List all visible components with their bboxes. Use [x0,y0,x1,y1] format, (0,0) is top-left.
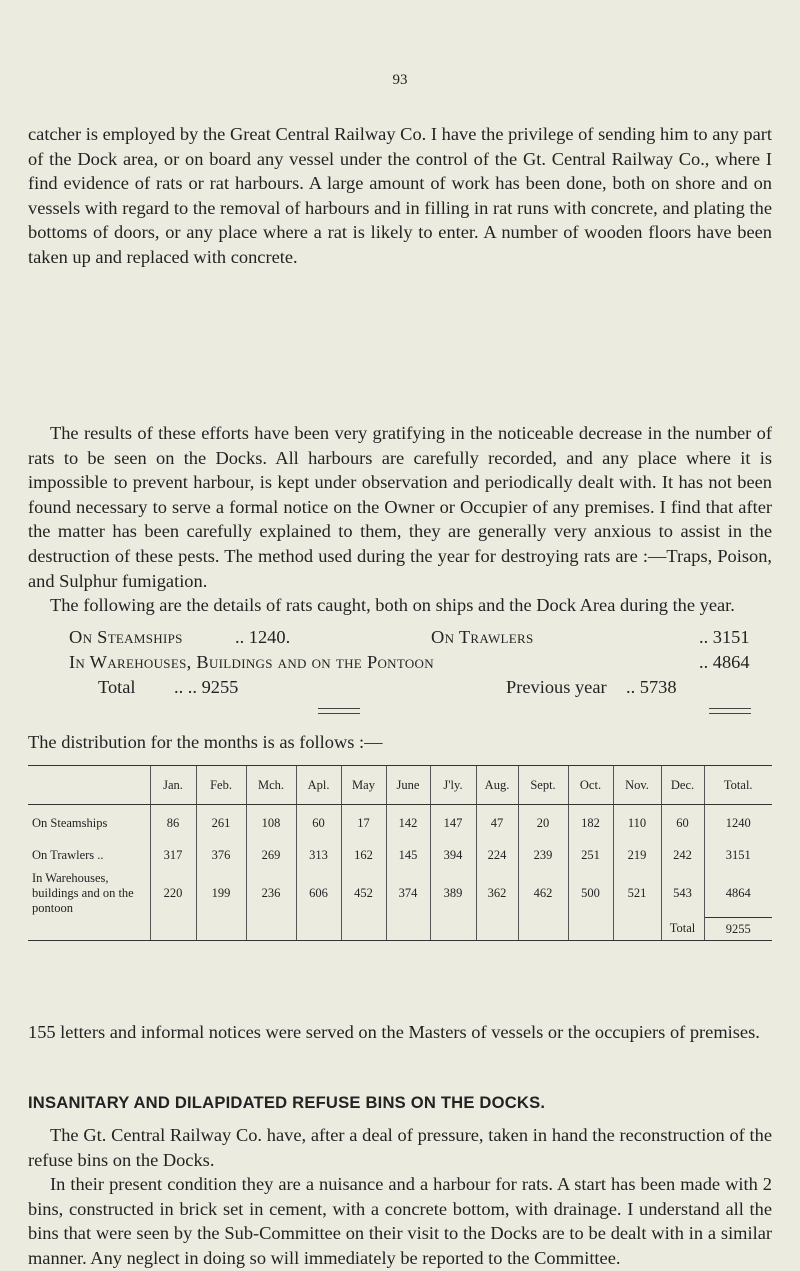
header-cell: May [341,766,386,805]
paragraph-results-text: The results of these efforts have been very gratifying in the noticeable decrease in the number of rats to be seen on the Docks. All harbours are carefully recorded, and any place where it is impossible to prevent harbour, is kept under observation and periodically dealt with. It has not been found necessary to serve a formal notice on the Owner or Occupier of any premises. I find that after the matter has been carefully explained to them, they are generally very anxious to assist in the destruction of these pests. The method used during the year for destroying rats are :—Traps, Poison, and Sulphur fumigation. [28,423,772,591]
header-cell: Feb. [196,766,246,805]
table-cell: 269 [246,841,296,869]
paragraph-details-intro: The following are the details of rats caught, both on ships and the Dock Area during the year. [50,595,735,616]
table-row [28,869,772,918]
row-label: On Trawlers .. [32,847,104,862]
table-cell: 145 [386,841,430,869]
header-cell: Nov. [613,766,661,805]
section-heading: INSANITARY AND DILAPIDATED REFUSE BINS ON THE DOCKS. [28,1093,546,1112]
table-header-row [28,766,772,805]
header-cell: Oct. [568,766,613,805]
paragraph-present-condition: In their present condition they are a nuisance and a harbour for rats. A start has been made with 2 bins, constructed in brick set in cement, with a concrete bottom, with drainage. I understand all the bins that were seen by the Sub-Committee on their visit to the Docks are to be dealt with in a similar manner. Any neglect in doing so will immediately be reported to the Committee. [28,1174,772,1268]
table-cell: 47 [476,805,518,842]
grand-total-label: Total [661,918,704,941]
table-cell: 17 [341,805,386,842]
table-cell: 543 [661,869,704,918]
table-cell: 60 [296,805,341,842]
table-cell: 220 [150,869,196,918]
table-cell: 394 [430,841,476,869]
table-cell: 376 [196,841,246,869]
grand-total-row [28,918,772,941]
table-cell: 219 [613,841,661,869]
paragraph-notices: 155 letters and informal notices were served on the Masters of vessels or the occupiers of premises. [28,1022,760,1042]
table-cell: 521 [613,869,661,918]
header-cell [28,766,150,805]
empty-cell [613,918,661,941]
refuse-bins-section [28,1123,772,1271]
table-cell: 162 [341,841,386,869]
empty-cell [341,918,386,941]
header-cell: Jan. [150,766,196,805]
empty-cell [568,918,613,941]
table-cell: 236 [246,869,296,918]
table-cell: 251 [568,841,613,869]
summary-previous-year: Previous year .. 5738 [506,677,677,697]
header-cell: Apl. [296,766,341,805]
table-cell: 20 [518,805,568,842]
header-cell: Aug. [476,766,518,805]
header-cell: Dec. [661,766,704,805]
total-underline [318,708,360,714]
table-cell: 317 [150,841,196,869]
page-number: 93 [392,72,408,88]
table-cell: 142 [386,805,430,842]
table-cell: 199 [196,869,246,918]
header-cell: Total. [704,766,772,805]
summary-trawlers: On Trawlers .. 3151 [431,627,750,647]
table-cell: 4864 [704,869,772,918]
table-cell: 452 [341,869,386,918]
table-cell: 374 [386,869,430,918]
table-cell: 147 [430,805,476,842]
table-cell: 1240 [704,805,772,842]
table-row [28,841,772,869]
table-cell: 60 [661,805,704,842]
table-cell: 3151 [704,841,772,869]
table-cell: 389 [430,869,476,918]
empty-cell [246,918,296,941]
distribution-intro: The distribution for the months is as follows :— [28,732,383,752]
table-cell: 182 [568,805,613,842]
summary-total: Total .. .. 9255 [98,677,239,697]
empty-cell [296,918,341,941]
empty-cell [196,918,246,941]
table-cell: 86 [150,805,196,842]
empty-cell [518,918,568,941]
summary-warehouses: In Warehouses, Buildings and on the Pontoon .. 4864 [69,652,750,672]
header-cell: June [386,766,430,805]
row-label: On Steamships [32,815,108,830]
table-cell: 110 [613,805,661,842]
paragraph-rat-catcher: catcher is employed by the Great Central Railway Co. I have the privilege of sending him to any part of the Dock area, or on board any vessel under the control of the Gt. Central Railway Co., where I find evidence of rats or rat harbours. A large amount of work has been done, both on shore and on vessels with regard to the removal of harbours and in filling in rat runs with concrete, and plating the bottoms of doors, or any place where a rat is likely to enter. A number of wooden floors have been taken up and replaced with concrete. [28,124,772,267]
table-cell: 462 [518,869,568,918]
table-cell: 242 [661,841,704,869]
empty-cell [430,918,476,941]
row-label: In Warehouses, buildings and on the pontoon [32,870,134,915]
table-cell: 500 [568,869,613,918]
empty-cell [150,918,196,941]
empty-cell [386,918,430,941]
header-cell: Mch. [246,766,296,805]
empty-cell [476,918,518,941]
grand-total-value: 9255 [704,918,772,941]
table-cell: 313 [296,841,341,869]
header-cell: J'ly. [430,766,476,805]
table-row [28,805,772,842]
summary-steamships: On Steamships .. 1240. [69,627,291,647]
monthly-distribution-table [28,765,772,941]
paragraph-reconstruction: The Gt. Central Railway Co. have, after a deal of pressure, taken in hand the reconstruction of the refuse bins on the Docks. [28,1125,772,1170]
empty-cell [28,918,150,941]
previous-underline [709,708,751,714]
header-cell: Sept. [518,766,568,805]
paragraph-results [28,421,772,618]
table-cell: 224 [476,841,518,869]
table-cell: 261 [196,805,246,842]
table-cell: 362 [476,869,518,918]
table-cell: 108 [246,805,296,842]
table-cell: 239 [518,841,568,869]
table-cell: 606 [296,869,341,918]
